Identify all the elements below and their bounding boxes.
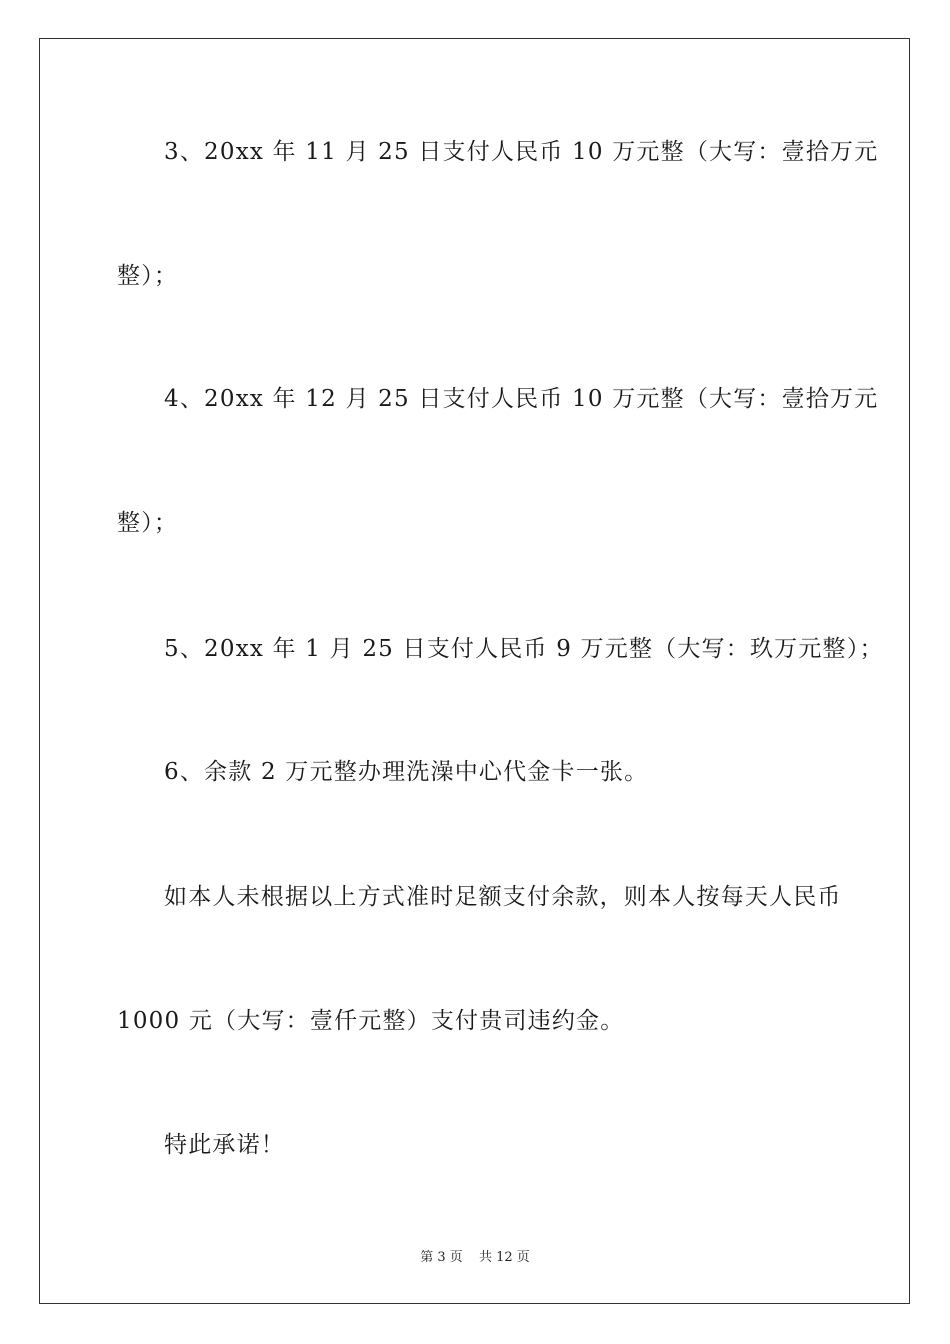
- page-number: 第 3 页: [420, 1250, 463, 1265]
- paragraph-item-3-continued: 整）；: [117, 263, 179, 289]
- paragraph-penalty-continued: 1000 元（大写：壹仟元整）支付贵司违约金。: [117, 1008, 625, 1034]
- paragraph-penalty: 如本人未根据以上方式准时足额支付余款，则本人按每天人民币: [164, 884, 842, 910]
- page-total: 共 12 页: [478, 1250, 530, 1265]
- paragraph-item-6: 6、余款 2 万元整办理洗澡中心代金卡一张。: [164, 759, 649, 785]
- page-border: [39, 38, 910, 1304]
- page-footer: [0, 1246, 950, 1265]
- paragraph-item-4-continued: 整）；: [117, 510, 179, 536]
- paragraph-item-3: 3、20xx 年 11 月 25 日支付人民币 10 万元整（大写：壹拾万元: [164, 139, 879, 165]
- paragraph-item-4: 4、20xx 年 12 月 25 日支付人民币 10 万元整（大写：壹拾万元: [164, 386, 879, 412]
- paragraph-item-5: 5、20xx 年 1 月 25 日支付人民币 9 万元整（大写：玖万元整）；: [164, 636, 884, 662]
- paragraph-closing: 特此承诺！: [164, 1132, 285, 1158]
